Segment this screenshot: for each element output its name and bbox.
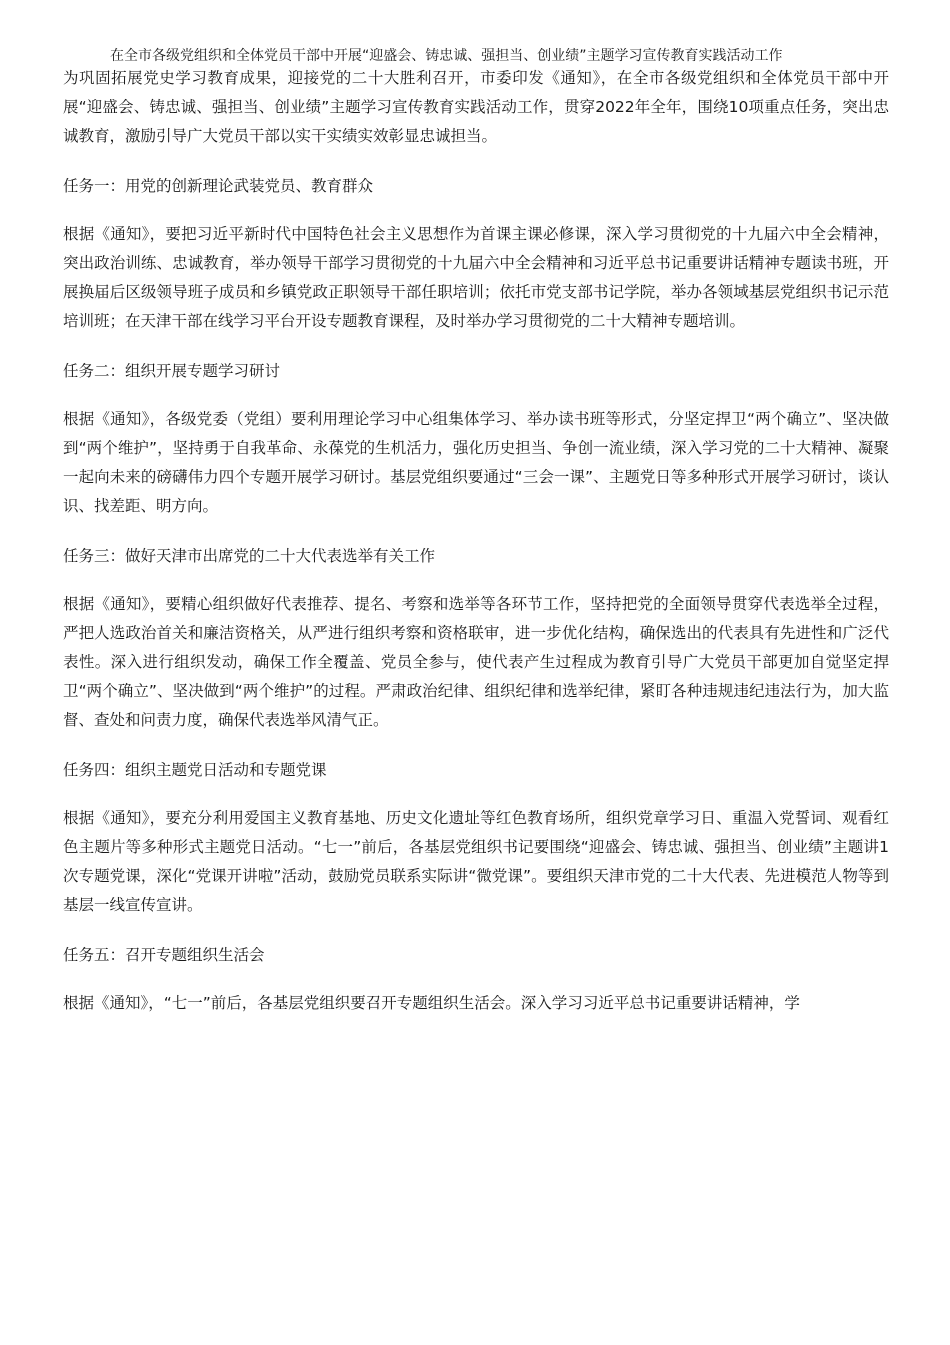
intro-paragraph: 为巩固拓展党史学习教育成果，迎接党的二十大胜利召开，市委印发《通知》，在全市各级党组织和全体党员干部中开展“迎盛会、铸忠诚、强担当、创业绩”主题学习宣传教育实践活动工作，贯穿2022年全年，围绕10项重点任务，突出忠诚教育，激励引导广大党员干部以实干实绩实效彰显忠诚担当。 [63,69,889,145]
section-body-2: 根据《通知》，各级党委（党组）要利用理论学习中心组集体学习、举办读书班等形式，分坚定捍卫“两个确立”、坚决做到“两个维护”，坚持勇于自我革命、永葆党的生机活力，强化历史担当、争创一流业绩，深入学习党的二十大精神、凝聚一起向未来的磅礴伟力四个专题开展学习研讨。基层党组织要通过“三会一课”、主题党日等多种形式开展学习研讨，谈认识、找差距、明方向。 [63,410,889,515]
section-body-4: 根据《通知》，要充分利用爱国主义教育基地、历史文化遗址等红色教育场所，组织党章学习日、重温入党誓词、观看红色主题片等多种形式主题党日活动。“七一”前后，各基层党组织书记要围绕“迎盛会、铸忠诚、强担当、创业绩”主题讲1次专题党课，深化“党课开讲啦”活动，鼓励党员联系实际讲“微党课”。要组织天津市党的二十大代表、先进模范人物等到基层一线宣传宣讲。 [63,809,889,914]
section-heading-2: 任务二：组织开展专题学习研讨 [63,362,281,380]
section-heading-1: 任务一：用党的创新理论武装党员、教育群众 [63,177,374,195]
section-heading-5: 任务五：召开专题组织生活会 [63,946,265,964]
document-title: 在全市各级党组织和全体党员干部中开展“迎盛会、铸忠诚、强担当、创业绩”主题学习宣传教育实践活动工作 [110,48,783,64]
section-body-1: 根据《通知》，要把习近平新时代中国特色社会主义思想作为首课主课必修课，深入学习贯彻党的十九届六中全会精神，突出政治训练、忠诚教育，举办领导干部学习贯彻党的十九届六中全会精神和习近平总书记重要讲话精神专题读书班，开展换届后区级领导班子成员和乡镇党政正职领导干部任职培训；依托市党支部书记学院，举办各领域基层党组织书记示范培训班；在天津干部在线学习平台开设专题教育课程，及时举办学习贯彻党的二十大精神专题培训。 [63,225,889,330]
section-body-3: 根据《通知》，要精心组织做好代表推荐、提名、考察和选举等各环节工作，坚持把党的全面领导贯穿代表选举全过程，严把人选政治首关和廉洁资格关，从严进行组织考察和资格联审，进一步优化结构，确保选出的代表具有先进性和广泛代表性。深入进行组织发动，确保工作全覆盖、党员全参与，使代表产生过程成为教育引导广大党员干部更加自觉坚定捍卫“两个确立”、坚决做到“两个维护”的过程。严肃政治纪律、组织纪律和选举纪律，紧盯各种违规违纪违法行为，加大监督、查处和问责力度，确保代表选举风清气正。 [63,595,889,729]
document-body [63,64,889,1018]
section-heading-3: 任务三：做好天津市出席党的二十大代表选举有关工作 [63,547,436,565]
section-heading-4: 任务四：组织主题党日活动和专题党课 [63,761,327,779]
section-body-5: 根据《通知》，“七一”前后，各基层党组织要召开专题组织生活会。深入学习习近平总书记重要讲话精神，学 [63,994,800,1012]
